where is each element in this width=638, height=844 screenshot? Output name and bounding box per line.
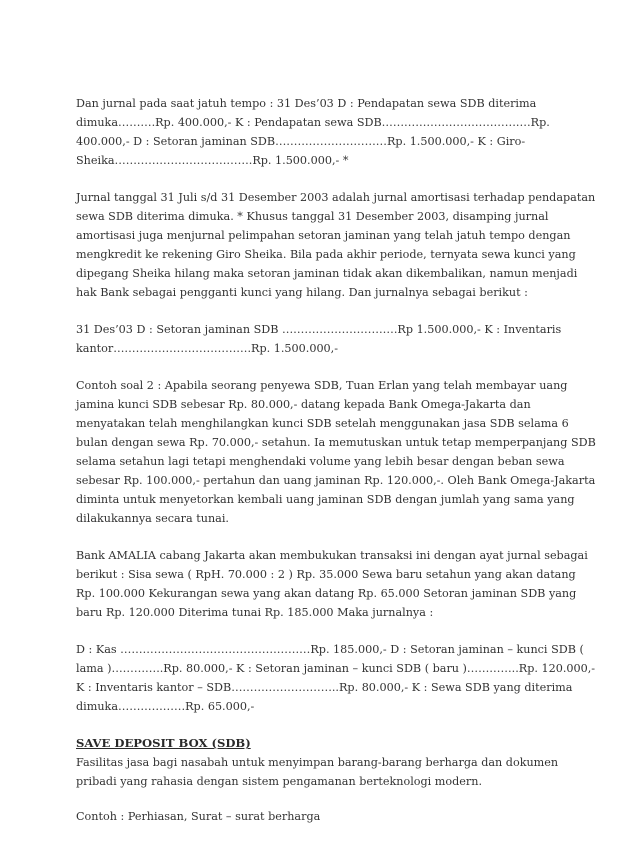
- journal-due-date-paragraph: Dan jurnal pada saat jatuh tempo : 31 Des’03 D : Pendapatan sewa SDB diterima dimuka……….Rp. 400.000,- K : Pendapatan sewa SDB……………………………….…Rp. 400.000,- D : Setoran jaminan SDB…………………………Rp. 1.500.000,- K : Giro-Sheika……………………………….Rp. 1.500.000,- *: [76, 97, 550, 167]
- definition-paragraph: Fasilitas jasa bagi nasabah untuk menyimpan barang-barang berharga dan dokumen pribadi yang rahasia dengan sistem pengamanan berteknologi modern.: [76, 756, 559, 788]
- example-paragraph: Contoh : Perhiasan, Surat – surat berharga: [76, 810, 321, 823]
- amortization-explanation-paragraph: Jurnal tanggal 31 Juli s/d 31 Desember 2003 adalah jurnal amortisasi terhadap pendapatan sewa SDB diterima dimuka. * Khusus tanggal 31 Desember 2003, disamping jurnal amortisasi juga menjurnal pelimpahan setoran jaminan yang telah jatuh tempo dengan mengkredit ke rekening Giro Sheika. Bila pada akhir periode, ternyata sewa kunci yang dipegang Sheika hilang maka setoran jaminan tidak akan dikembalikan, namun menjadi hak Bank sebagai pengganti kunci yang hilang. Dan jurnalnya sebagai berikut :: [76, 191, 596, 299]
- cash-journal-paragraph: D : Kas ……………………………………………Rp. 185.000,- D : Setoran jaminan – kunci SDB ( lama )…………..Rp. 80.000,- K : Setoran jaminan – kunci SDB ( baru )…………..Rp. 120.000,- K : Inventaris kantor – SDB………………………..Rp. 80.000,- K : Sewa SDB yang diterima dimuka………………Rp. 65.000,-: [76, 643, 596, 713]
- section-heading: SAVE DEPOSIT BOX (SDB): [76, 736, 251, 750]
- document-body: [76, 94, 596, 844]
- journal-entry-paragraph: 31 Des’03 D : Setoran jaminan SDB ………………………….Rp 1.500.000,- K : Inventaris kantor……………………………….Rp. 1.500.000,-: [76, 323, 562, 355]
- bank-amalia-paragraph: Bank AMALIA cabang Jakarta akan membukukan transaksi ini dengan ayat jurnal sebagai berikut : Sisa sewa ( RpH. 70.000 : 2 ) Rp. 35.000 Sewa baru setahun yang akan datang Rp. 100.000 Kekurangan sewa yang akan datang Rp. 65.000 Setoran jaminan SDB yang baru Rp. 120.000 Diterima tunai Rp. 185.000 Maka jurnalnya :: [76, 549, 588, 619]
- example-question-2-paragraph: Contoh soal 2 : Apabila seorang penyewa SDB, Tuan Erlan yang telah membayar uang jamina kunci SDB sebesar Rp. 80.000,- datang kepada Bank Omega-Jakarta dan menyatakan telah menghilangkan kunci SDB setelah menggunakan jasa SDB selama 6 bulan dengan sewa Rp. 70.000,- setahun. Ia memutuskan untuk tetap memperpanjang SDB selama setahun lagi tetapi menghendaki volume yang lebih besar dengan beban sewa sebesar Rp. 100.000,- pertahun dan uang jaminan Rp. 120.000,-. Oleh Bank Omega-Jakarta diminta untuk menyetorkan kembali uang jaminan SDB dengan jumlah yang sama yang dilakukannya secara tunai.: [76, 379, 596, 525]
